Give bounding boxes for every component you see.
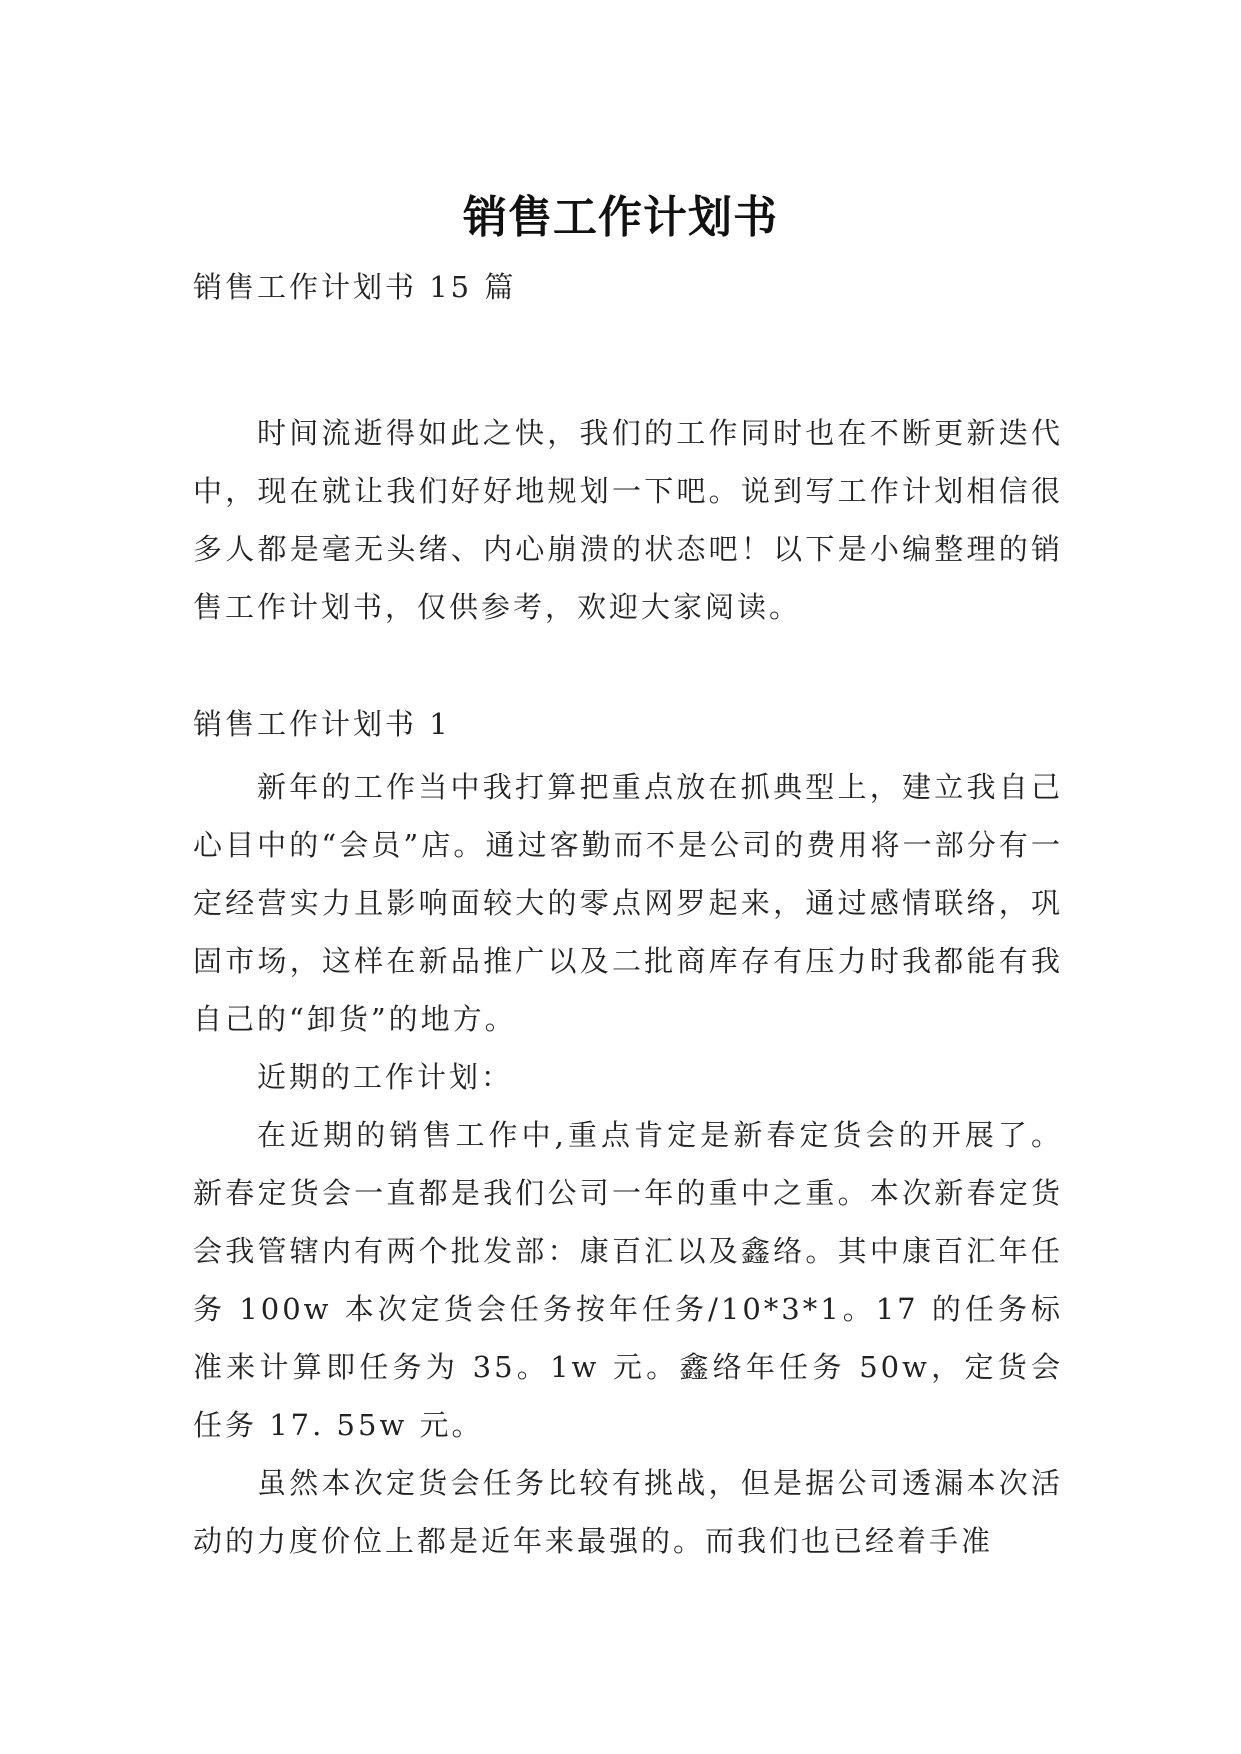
section-paragraph-1: 新年的工作当中我打算把重点放在抓典型上，建立我自己心目中的“会员”店。通过客勤而不是公司的费用将一部分有一定经营实力且影响面较大的零点网罗起来，通过感情联络，巩固市场，这样在新品推广以及二批商库存有压力时我都能有我自己的“卸货”的地方。 bbox=[193, 770, 1063, 1036]
intro-paragraph: 时间流逝得如此之快，我们的工作同时也在不断更新迭代中，现在就让我们好好地规划一下吧。说到写工作计划相信很多人都是毫无头绪、内心崩溃的状态吧！以下是小编整理的销售工作计划书，仅供参考，欢迎大家阅读。 bbox=[193, 416, 1063, 624]
section-paragraph-4: 虽然本次定货会任务比较有挑战，但是据公司透漏本次活动的力度价位上都是近年来最强的。而我们也已经着手准 bbox=[193, 1466, 1063, 1558]
document-subtitle: 销售工作计划书 15 篇 bbox=[193, 270, 517, 304]
section-heading: 销售工作计划书 1 bbox=[193, 707, 451, 741]
section-paragraph-2: 近期的工作计划： bbox=[257, 1060, 514, 1094]
document-title: 销售工作计划书 bbox=[463, 192, 778, 244]
section-paragraph-3: 在近期的销售工作中,重点肯定是新春定货会的开展了。新春定货会一直都是我们公司一年的重中之重。本次新春定货会我管辖内有两个批发部：康百汇以及鑫络。其中康百汇年任务 100w 本次定货会任务按年任务/10*3*1。17 的任务标准来计算即任务为 35。1w 元。鑫络年任务 50w，定货会任务 17. 55w 元。 bbox=[193, 1118, 1063, 1442]
